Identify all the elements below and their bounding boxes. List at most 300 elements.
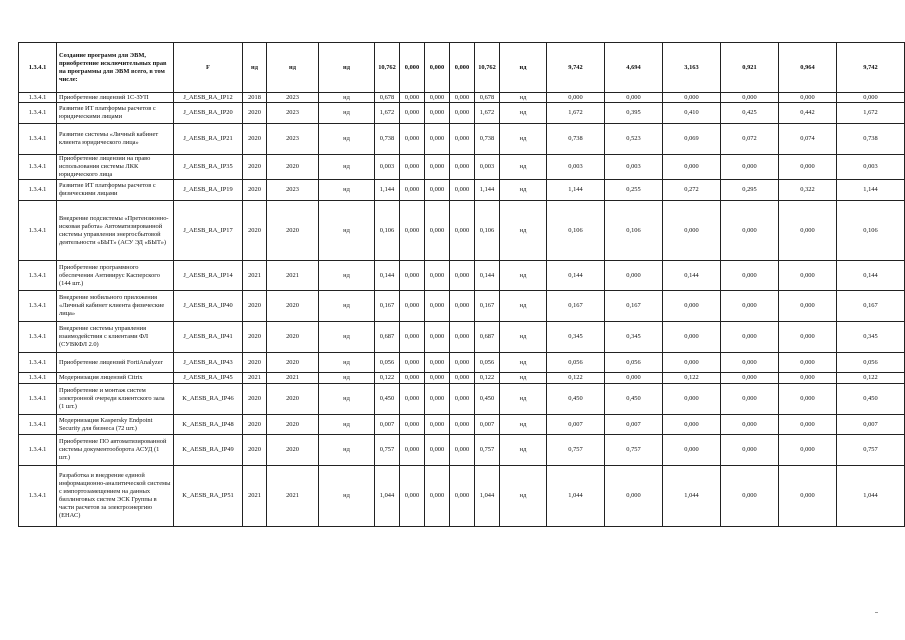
cell-t: 0,450 bbox=[547, 384, 605, 415]
cell-y2: 2023 bbox=[267, 103, 319, 124]
table-row bbox=[19, 124, 905, 155]
cell-u: нд bbox=[319, 43, 375, 93]
cell-id: K_AESB_RA_IP51 bbox=[174, 466, 243, 527]
cell-u: нд bbox=[319, 435, 375, 466]
cell-v5: 0,144 bbox=[475, 261, 500, 291]
table-row bbox=[19, 435, 905, 466]
cell-id: J_AESB_RA_IP17 bbox=[174, 201, 243, 261]
cell-y1: 2018 bbox=[243, 93, 267, 103]
cell-v4: 0,000 bbox=[450, 435, 475, 466]
cell-name: Модернизация Kaspersky Endpoint Security для бизнеса (72 шт.) bbox=[57, 415, 174, 435]
cell-d: 0,000 bbox=[779, 415, 837, 435]
cell-y1: 2021 bbox=[243, 373, 267, 384]
cell-a: 0,106 bbox=[605, 201, 663, 261]
table-body bbox=[19, 43, 905, 527]
cell-y2: 2020 bbox=[267, 415, 319, 435]
table-row bbox=[19, 155, 905, 180]
cell-v3: 0,000 bbox=[425, 384, 450, 415]
cell-a: 0,450 bbox=[605, 384, 663, 415]
cell-num: 1.3.4.1 bbox=[19, 466, 57, 527]
cell-u: нд bbox=[319, 93, 375, 103]
cell-v5: 0,450 bbox=[475, 384, 500, 415]
cell-y1: 2021 bbox=[243, 261, 267, 291]
cell-b: 0,410 bbox=[663, 103, 721, 124]
cell-y1: 2020 bbox=[243, 103, 267, 124]
cell-e: 0,122 bbox=[837, 373, 905, 384]
table-row bbox=[19, 353, 905, 373]
cell-id: J_AESB_RA_IP41 bbox=[174, 322, 243, 353]
cell-v4: 0,000 bbox=[450, 124, 475, 155]
cell-b: 0,000 bbox=[663, 415, 721, 435]
cell-y2: 2020 bbox=[267, 201, 319, 261]
cell-b: 0,000 bbox=[663, 435, 721, 466]
cell-v1: 0,167 bbox=[375, 291, 400, 322]
cell-v1: 0,007 bbox=[375, 415, 400, 435]
table-row bbox=[19, 93, 905, 103]
cell-y2: 2020 bbox=[267, 322, 319, 353]
cell-c: 0,295 bbox=[721, 180, 779, 201]
cell-u2: нд bbox=[500, 201, 547, 261]
cell-c: 0,000 bbox=[721, 415, 779, 435]
cell-id: J_AESB_RA_IP43 bbox=[174, 353, 243, 373]
cell-c: 0,000 bbox=[721, 353, 779, 373]
cell-c: 0,000 bbox=[721, 384, 779, 415]
cell-v3: 0,000 bbox=[425, 261, 450, 291]
cell-u2: нд bbox=[500, 435, 547, 466]
cell-v5: 0,687 bbox=[475, 322, 500, 353]
cell-u2: нд bbox=[500, 384, 547, 415]
cell-e: 0,106 bbox=[837, 201, 905, 261]
table-row bbox=[19, 261, 905, 291]
cell-v1: 0,450 bbox=[375, 384, 400, 415]
cell-name: Внедрение системы управления взаимодействия с клиентами ФЛ (СУВКФЛ 2.0) bbox=[57, 322, 174, 353]
cell-a: 0,523 bbox=[605, 124, 663, 155]
cell-u: нд bbox=[319, 291, 375, 322]
cell-d: 0,000 bbox=[779, 435, 837, 466]
table-row bbox=[19, 201, 905, 261]
cell-id: J_AESB_RA_IP14 bbox=[174, 261, 243, 291]
cell-name: Внедрение мобильного приложения «Личный кабинет клиента физические лица» bbox=[57, 291, 174, 322]
cell-v3: 0,000 bbox=[425, 124, 450, 155]
cell-d: 0,000 bbox=[779, 466, 837, 527]
cell-c: 0,000 bbox=[721, 373, 779, 384]
cell-num: 1.3.4.1 bbox=[19, 43, 57, 93]
cell-t: 9,742 bbox=[547, 43, 605, 93]
cell-d: 0,000 bbox=[779, 384, 837, 415]
cell-num: 1.3.4.1 bbox=[19, 124, 57, 155]
cell-v4: 0,000 bbox=[450, 103, 475, 124]
cell-v4: 0,000 bbox=[450, 261, 475, 291]
cell-v5: 1,672 bbox=[475, 103, 500, 124]
cell-c: 0,000 bbox=[721, 435, 779, 466]
cell-id: J_AESB_RA_IP45 bbox=[174, 373, 243, 384]
cell-v3: 0,000 bbox=[425, 353, 450, 373]
cell-a: 0,757 bbox=[605, 435, 663, 466]
cell-u2: нд bbox=[500, 322, 547, 353]
cell-v4: 0,000 bbox=[450, 415, 475, 435]
cell-u2: нд bbox=[500, 291, 547, 322]
cell-y1: 2020 bbox=[243, 180, 267, 201]
cell-c: 0,000 bbox=[721, 201, 779, 261]
cell-num: 1.3.4.1 bbox=[19, 291, 57, 322]
cell-v2: 0,000 bbox=[400, 466, 425, 527]
cell-y2: 2020 bbox=[267, 291, 319, 322]
cell-num: 1.3.4.1 bbox=[19, 435, 57, 466]
page-mark bbox=[875, 612, 878, 613]
cell-y2: 2023 bbox=[267, 124, 319, 155]
cell-y2: 2023 bbox=[267, 180, 319, 201]
cell-v3: 0,000 bbox=[425, 103, 450, 124]
cell-u: нд bbox=[319, 322, 375, 353]
cell-e: 0,757 bbox=[837, 435, 905, 466]
cell-a: 0,000 bbox=[605, 466, 663, 527]
cell-v1: 0,757 bbox=[375, 435, 400, 466]
cell-d: 0,000 bbox=[779, 201, 837, 261]
cell-y2: 2020 bbox=[267, 384, 319, 415]
cell-v2: 0,000 bbox=[400, 43, 425, 93]
cell-v2: 0,000 bbox=[400, 93, 425, 103]
cell-d: 0,964 bbox=[779, 43, 837, 93]
cell-a: 0,395 bbox=[605, 103, 663, 124]
cell-name: Приобретение программного обеспечения Антивирус Касперского (144 шт.) bbox=[57, 261, 174, 291]
cell-y2: 2021 bbox=[267, 373, 319, 384]
cell-b: 0,272 bbox=[663, 180, 721, 201]
cell-id: F bbox=[174, 43, 243, 93]
cell-d: 0,442 bbox=[779, 103, 837, 124]
cell-v4: 0,000 bbox=[450, 373, 475, 384]
cell-v1: 0,056 bbox=[375, 353, 400, 373]
cell-e: 1,144 bbox=[837, 180, 905, 201]
cell-v4: 0,000 bbox=[450, 201, 475, 261]
cell-v3: 0,000 bbox=[425, 435, 450, 466]
cell-b: 0,000 bbox=[663, 201, 721, 261]
cell-y1: 2020 bbox=[243, 435, 267, 466]
cell-e: 0,167 bbox=[837, 291, 905, 322]
cell-v2: 0,000 bbox=[400, 103, 425, 124]
cell-d: 0,000 bbox=[779, 93, 837, 103]
cell-u: нд bbox=[319, 103, 375, 124]
cell-d: 0,000 bbox=[779, 261, 837, 291]
cell-u2: нд bbox=[500, 124, 547, 155]
cell-num: 1.3.4.1 bbox=[19, 353, 57, 373]
cell-v5: 1,044 bbox=[475, 466, 500, 527]
cell-v3: 0,000 bbox=[425, 373, 450, 384]
cell-v5: 0,122 bbox=[475, 373, 500, 384]
cell-y1: 2021 bbox=[243, 466, 267, 527]
table-row bbox=[19, 180, 905, 201]
cell-y1: 2020 bbox=[243, 384, 267, 415]
cell-b: 0,000 bbox=[663, 353, 721, 373]
cell-v3: 0,000 bbox=[425, 43, 450, 93]
cell-v5: 0,167 bbox=[475, 291, 500, 322]
cell-name: Модернизация лицензий Citrix bbox=[57, 373, 174, 384]
cell-v2: 0,000 bbox=[400, 435, 425, 466]
cell-v5: 0,757 bbox=[475, 435, 500, 466]
cell-name: Создание программ для ЭВМ, приобретение исключительных прав на программы для ЭВМ всего, в том числе: bbox=[57, 43, 174, 93]
cell-v2: 0,000 bbox=[400, 415, 425, 435]
cell-name: Развитие системы «Личный кабинет клиента юридического лица» bbox=[57, 124, 174, 155]
cell-u2: нд bbox=[500, 261, 547, 291]
cell-c: 0,921 bbox=[721, 43, 779, 93]
cell-e: 1,672 bbox=[837, 103, 905, 124]
cell-v1: 0,106 bbox=[375, 201, 400, 261]
cell-v3: 0,000 bbox=[425, 201, 450, 261]
cell-y1: 2020 bbox=[243, 124, 267, 155]
cell-y1: 2020 bbox=[243, 322, 267, 353]
cell-t: 0,345 bbox=[547, 322, 605, 353]
cell-v2: 0,000 bbox=[400, 322, 425, 353]
cell-u: нд bbox=[319, 124, 375, 155]
cell-num: 1.3.4.1 bbox=[19, 201, 57, 261]
cell-d: 0,322 bbox=[779, 180, 837, 201]
cell-u: нд bbox=[319, 155, 375, 180]
cell-u: нд bbox=[319, 180, 375, 201]
cell-v5: 0,007 bbox=[475, 415, 500, 435]
cell-num: 1.3.4.1 bbox=[19, 415, 57, 435]
cell-num: 1.3.4.1 bbox=[19, 103, 57, 124]
cell-c: 0,000 bbox=[721, 93, 779, 103]
cell-y1: 2020 bbox=[243, 155, 267, 180]
cell-c: 0,425 bbox=[721, 103, 779, 124]
cell-b: 0,122 bbox=[663, 373, 721, 384]
cell-id: K_AESB_RA_IP48 bbox=[174, 415, 243, 435]
cell-v1: 0,687 bbox=[375, 322, 400, 353]
cell-v4: 0,000 bbox=[450, 353, 475, 373]
cell-v5: 0,678 bbox=[475, 93, 500, 103]
cell-v2: 0,000 bbox=[400, 201, 425, 261]
cell-y1: нд bbox=[243, 43, 267, 93]
cell-u: нд bbox=[319, 353, 375, 373]
cell-name: Развитие ИТ платформы расчетов с юридическими лицами bbox=[57, 103, 174, 124]
cell-id: J_AESB_RA_IP20 bbox=[174, 103, 243, 124]
cell-v4: 0,000 bbox=[450, 322, 475, 353]
cell-t: 0,167 bbox=[547, 291, 605, 322]
cell-a: 0,056 bbox=[605, 353, 663, 373]
cell-v1: 0,122 bbox=[375, 373, 400, 384]
investment-table bbox=[18, 42, 905, 527]
cell-u2: нд bbox=[500, 155, 547, 180]
cell-e: 9,742 bbox=[837, 43, 905, 93]
cell-c: 0,072 bbox=[721, 124, 779, 155]
cell-u: нд bbox=[319, 201, 375, 261]
cell-v2: 0,000 bbox=[400, 373, 425, 384]
cell-y2: 2023 bbox=[267, 93, 319, 103]
cell-v3: 0,000 bbox=[425, 180, 450, 201]
cell-v2: 0,000 bbox=[400, 124, 425, 155]
cell-b: 1,044 bbox=[663, 466, 721, 527]
cell-v1: 0,678 bbox=[375, 93, 400, 103]
cell-c: 0,000 bbox=[721, 155, 779, 180]
cell-name: Приобретение ПО автоматизированной системы документооборота АСУД (1 шт.) bbox=[57, 435, 174, 466]
table-row bbox=[19, 322, 905, 353]
cell-y1: 2020 bbox=[243, 291, 267, 322]
cell-v5: 1,144 bbox=[475, 180, 500, 201]
cell-t: 0,757 bbox=[547, 435, 605, 466]
cell-v5: 10,762 bbox=[475, 43, 500, 93]
cell-t: 0,000 bbox=[547, 93, 605, 103]
cell-v4: 0,000 bbox=[450, 155, 475, 180]
cell-t: 1,044 bbox=[547, 466, 605, 527]
cell-num: 1.3.4.1 bbox=[19, 180, 57, 201]
cell-e: 0,738 bbox=[837, 124, 905, 155]
cell-e: 0,000 bbox=[837, 93, 905, 103]
cell-v4: 0,000 bbox=[450, 93, 475, 103]
cell-id: K_AESB_RA_IP46 bbox=[174, 384, 243, 415]
cell-y2: нд bbox=[267, 43, 319, 93]
cell-y2: 2020 bbox=[267, 353, 319, 373]
cell-v4: 0,000 bbox=[450, 180, 475, 201]
cell-v5: 0,106 bbox=[475, 201, 500, 261]
cell-name: Внедрение подсистемы «Претензионно-исковая работа» Автоматизированной системы управления энергосбытовой деятельности «БЫТ» (АСУ ЭД «БЫТ») bbox=[57, 201, 174, 261]
cell-t: 0,007 bbox=[547, 415, 605, 435]
cell-v4: 0,000 bbox=[450, 291, 475, 322]
table-row bbox=[19, 43, 905, 93]
cell-u: нд bbox=[319, 373, 375, 384]
cell-num: 1.3.4.1 bbox=[19, 322, 57, 353]
cell-t: 0,106 bbox=[547, 201, 605, 261]
cell-y1: 2020 bbox=[243, 201, 267, 261]
cell-name: Разработка и внедрение единой информационно-аналитической системы с импортозамещением на данных биллинговых систем ЭСК Группы в части расчетов за электроэнергию (ЕНАС) bbox=[57, 466, 174, 527]
cell-id: K_AESB_RA_IP49 bbox=[174, 435, 243, 466]
cell-v2: 0,000 bbox=[400, 353, 425, 373]
cell-b: 0,000 bbox=[663, 291, 721, 322]
cell-a: 0,167 bbox=[605, 291, 663, 322]
cell-e: 0,003 bbox=[837, 155, 905, 180]
cell-v5: 0,056 bbox=[475, 353, 500, 373]
cell-e: 1,044 bbox=[837, 466, 905, 527]
cell-d: 0,000 bbox=[779, 291, 837, 322]
cell-d: 0,074 bbox=[779, 124, 837, 155]
cell-num: 1.3.4.1 bbox=[19, 93, 57, 103]
cell-a: 0,345 bbox=[605, 322, 663, 353]
cell-a: 0,255 bbox=[605, 180, 663, 201]
cell-v4: 0,000 bbox=[450, 384, 475, 415]
cell-d: 0,000 bbox=[779, 353, 837, 373]
cell-v4: 0,000 bbox=[450, 43, 475, 93]
cell-u2: нд bbox=[500, 180, 547, 201]
cell-y2: 2020 bbox=[267, 155, 319, 180]
cell-a: 4,694 bbox=[605, 43, 663, 93]
cell-u2: нд bbox=[500, 93, 547, 103]
cell-b: 0,069 bbox=[663, 124, 721, 155]
cell-a: 0,003 bbox=[605, 155, 663, 180]
cell-t: 0,056 bbox=[547, 353, 605, 373]
cell-b: 0,144 bbox=[663, 261, 721, 291]
cell-id: J_AESB_RA_IP21 bbox=[174, 124, 243, 155]
cell-a: 0,007 bbox=[605, 415, 663, 435]
cell-u2: нд bbox=[500, 103, 547, 124]
cell-a: 0,000 bbox=[605, 93, 663, 103]
table-row bbox=[19, 373, 905, 384]
cell-t: 0,122 bbox=[547, 373, 605, 384]
cell-v2: 0,000 bbox=[400, 155, 425, 180]
cell-y2: 2021 bbox=[267, 466, 319, 527]
cell-v3: 0,000 bbox=[425, 322, 450, 353]
cell-v1: 0,738 bbox=[375, 124, 400, 155]
table-row bbox=[19, 291, 905, 322]
cell-u: нд bbox=[319, 261, 375, 291]
table-row bbox=[19, 415, 905, 435]
cell-b: 0,000 bbox=[663, 155, 721, 180]
cell-y2: 2021 bbox=[267, 261, 319, 291]
cell-v5: 0,003 bbox=[475, 155, 500, 180]
cell-y1: 2020 bbox=[243, 415, 267, 435]
cell-c: 0,000 bbox=[721, 322, 779, 353]
cell-d: 0,000 bbox=[779, 373, 837, 384]
cell-y1: 2020 bbox=[243, 353, 267, 373]
table-row bbox=[19, 466, 905, 527]
cell-t: 0,003 bbox=[547, 155, 605, 180]
cell-v3: 0,000 bbox=[425, 466, 450, 527]
cell-num: 1.3.4.1 bbox=[19, 384, 57, 415]
cell-u2: нд bbox=[500, 353, 547, 373]
cell-a: 0,000 bbox=[605, 261, 663, 291]
cell-d: 0,000 bbox=[779, 322, 837, 353]
cell-e: 0,007 bbox=[837, 415, 905, 435]
cell-c: 0,000 bbox=[721, 261, 779, 291]
cell-u2: нд bbox=[500, 43, 547, 93]
cell-t: 1,672 bbox=[547, 103, 605, 124]
cell-name: Приобретение лицензий 1С-ЗУП bbox=[57, 93, 174, 103]
cell-b: 3,163 bbox=[663, 43, 721, 93]
table-row bbox=[19, 103, 905, 124]
cell-v1: 1,044 bbox=[375, 466, 400, 527]
cell-v5: 0,738 bbox=[475, 124, 500, 155]
cell-t: 1,144 bbox=[547, 180, 605, 201]
cell-num: 1.3.4.1 bbox=[19, 373, 57, 384]
cell-name: Приобретение лицензии на право использования системы ЛКК юридического лица bbox=[57, 155, 174, 180]
cell-v1: 10,762 bbox=[375, 43, 400, 93]
cell-v1: 0,144 bbox=[375, 261, 400, 291]
cell-v2: 0,000 bbox=[400, 180, 425, 201]
cell-y2: 2020 bbox=[267, 435, 319, 466]
cell-u: нд bbox=[319, 384, 375, 415]
cell-d: 0,000 bbox=[779, 155, 837, 180]
cell-t: 0,738 bbox=[547, 124, 605, 155]
table-row bbox=[19, 384, 905, 415]
cell-name: Развитие ИТ платформы расчетов с физическими лицами bbox=[57, 180, 174, 201]
cell-a: 0,000 bbox=[605, 373, 663, 384]
cell-e: 0,144 bbox=[837, 261, 905, 291]
cell-e: 0,056 bbox=[837, 353, 905, 373]
cell-id: J_AESB_RA_IP19 bbox=[174, 180, 243, 201]
cell-v1: 1,672 bbox=[375, 103, 400, 124]
cell-v3: 0,000 bbox=[425, 415, 450, 435]
cell-v4: 0,000 bbox=[450, 466, 475, 527]
cell-id: J_AESB_RA_IP12 bbox=[174, 93, 243, 103]
cell-num: 1.3.4.1 bbox=[19, 155, 57, 180]
cell-b: 0,000 bbox=[663, 93, 721, 103]
cell-name: Приобретение лицензий FortiAnalyzer bbox=[57, 353, 174, 373]
cell-v2: 0,000 bbox=[400, 291, 425, 322]
cell-id: J_AESB_RA_IP35 bbox=[174, 155, 243, 180]
cell-v3: 0,000 bbox=[425, 93, 450, 103]
cell-b: 0,000 bbox=[663, 384, 721, 415]
cell-b: 0,000 bbox=[663, 322, 721, 353]
cell-e: 0,450 bbox=[837, 384, 905, 415]
cell-u2: нд bbox=[500, 373, 547, 384]
cell-e: 0,345 bbox=[837, 322, 905, 353]
cell-id: J_AESB_RA_IP40 bbox=[174, 291, 243, 322]
cell-v1: 1,144 bbox=[375, 180, 400, 201]
cell-u2: нд bbox=[500, 415, 547, 435]
cell-u2: нд bbox=[500, 466, 547, 527]
cell-c: 0,000 bbox=[721, 291, 779, 322]
cell-v3: 0,000 bbox=[425, 291, 450, 322]
cell-num: 1.3.4.1 bbox=[19, 261, 57, 291]
cell-v3: 0,000 bbox=[425, 155, 450, 180]
cell-u: нд bbox=[319, 466, 375, 527]
